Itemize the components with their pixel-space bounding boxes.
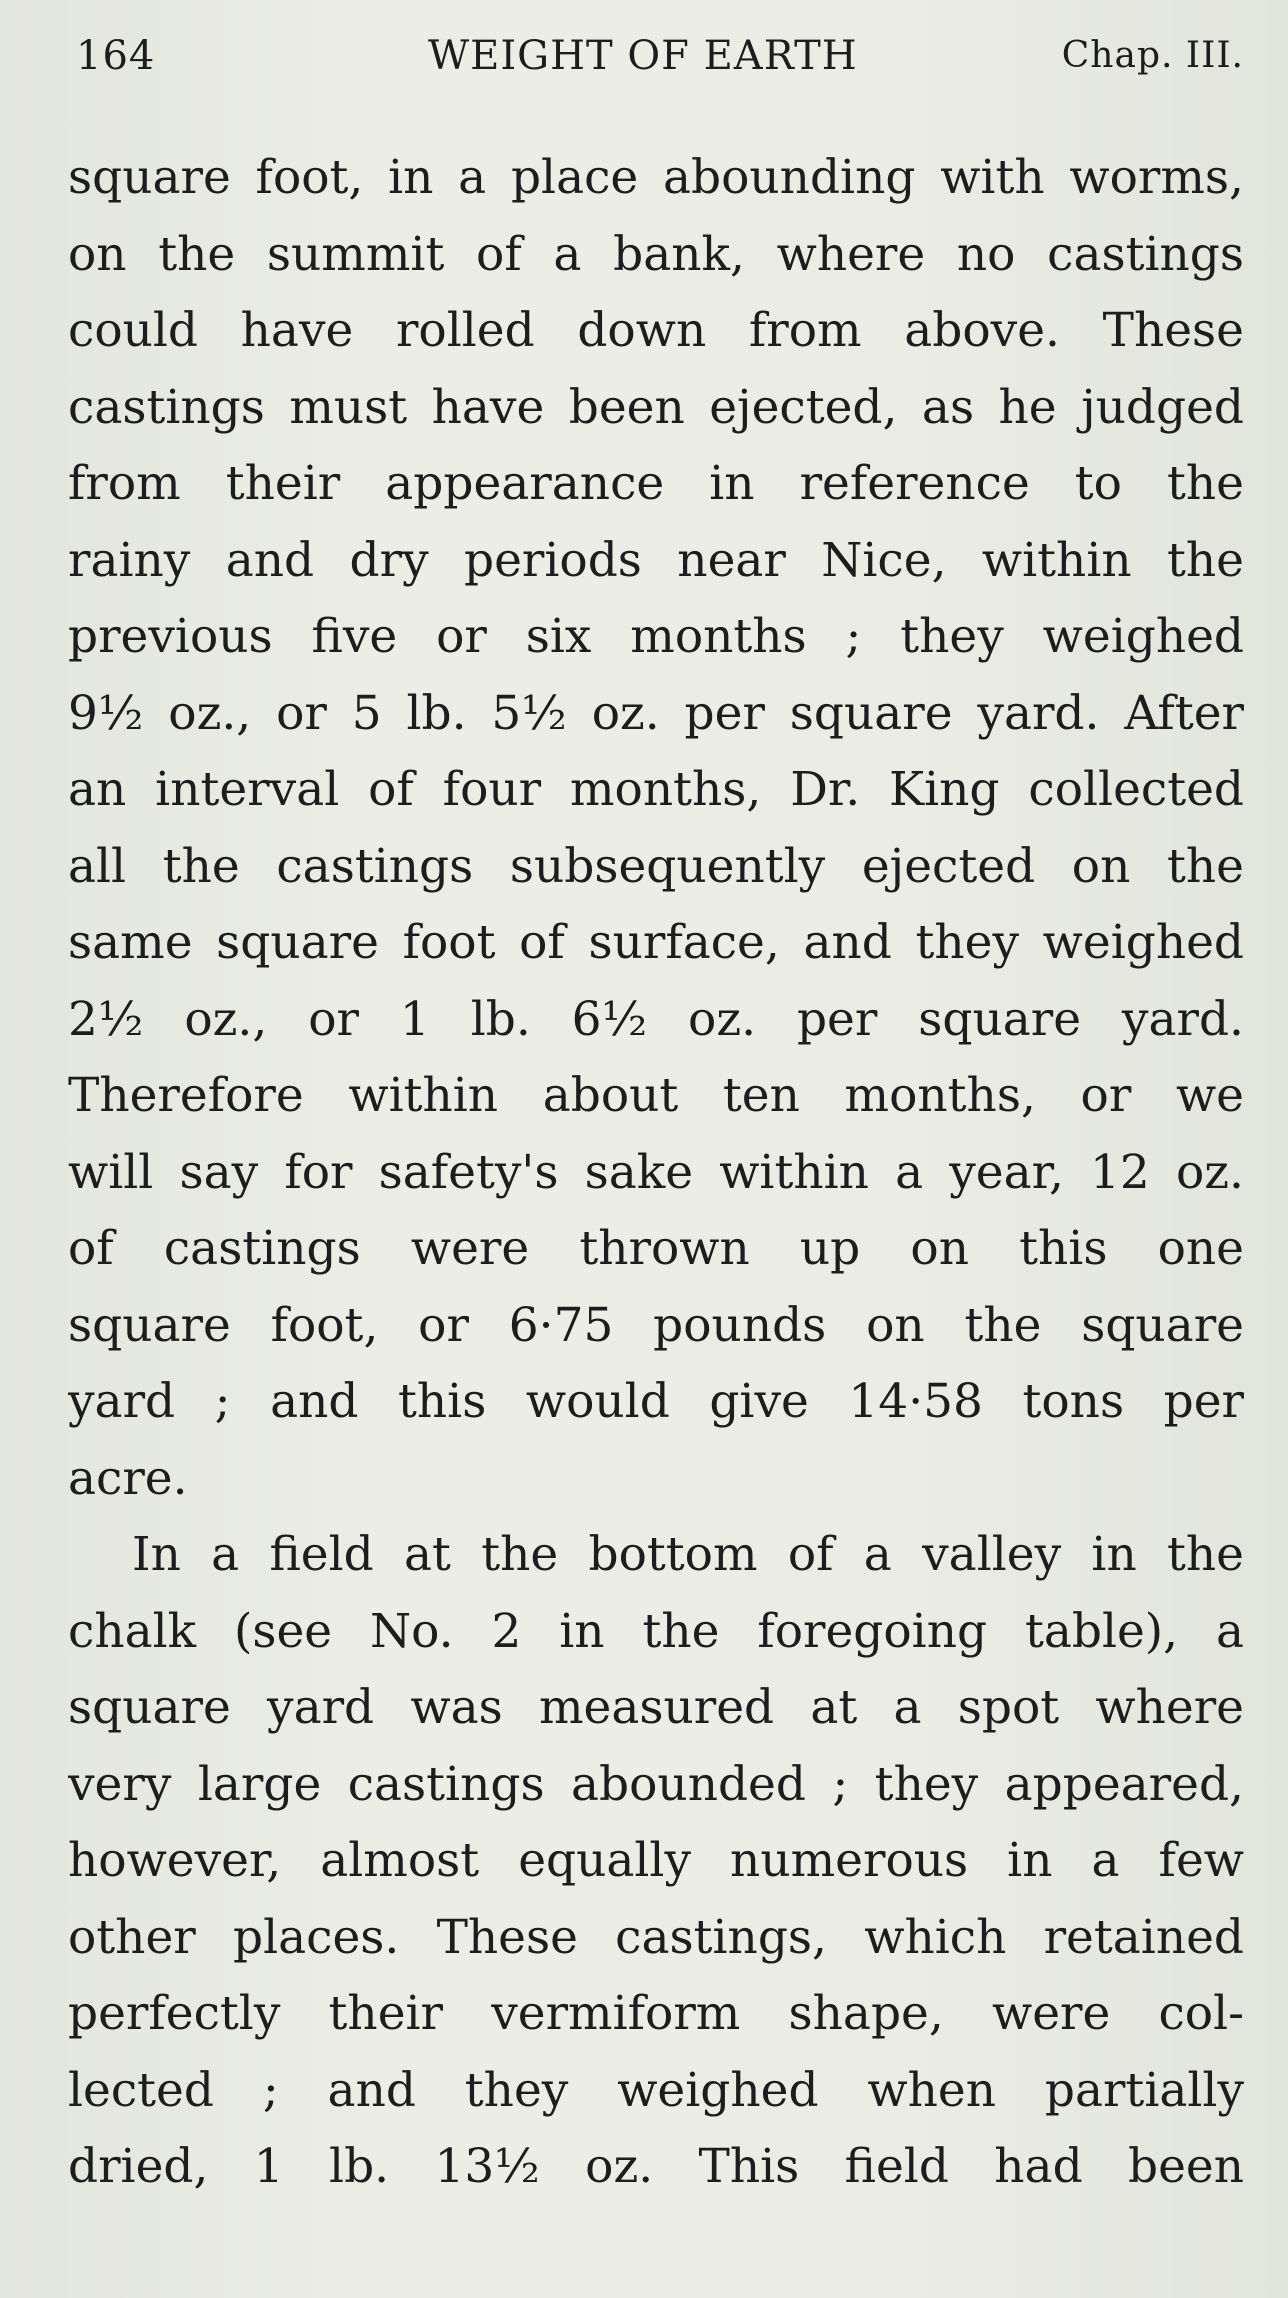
text-line: from their appearance in reference to the: [68, 456, 1244, 511]
chapter-label: Chap. III.: [1061, 35, 1244, 76]
book-page: [68, 30, 1244, 2270]
text-line: dried, 1 lb. 13½ oz. This field had been: [68, 2139, 1244, 2194]
text-line: castings must have been ejected, as he judged: [68, 379, 1244, 435]
text-line: perfectly their vermiform shape, were col-: [68, 1986, 1244, 2041]
body-text: [68, 140, 1244, 2206]
text-line: yard ; and this would give 14·58 tons per: [68, 1374, 1244, 1429]
text-line: 9½ oz., or 5 lb. 5½ oz. per square yard. After: [68, 685, 1244, 741]
paragraph-start-line: In a field at the bottom of a valley in the: [132, 1527, 1244, 1582]
text-line: square yard was measured at a spot where: [68, 1680, 1244, 1735]
running-title: WEIGHT OF EARTH: [428, 33, 858, 79]
text-line: could have rolled down from above. These: [68, 303, 1244, 358]
text-line: all the castings subsequently ejected on the: [68, 838, 1244, 894]
text-line: will say for safety's sake within a year, 12 oz.: [68, 1144, 1244, 1200]
text-line: rainy and dry periods near Nice, within the: [68, 532, 1244, 588]
text-line: square foot, in a place abounding with worms,: [68, 150, 1244, 205]
paragraph-end-line: acre.: [68, 1450, 188, 1506]
text-line: an interval of four months, Dr. King collected: [68, 762, 1244, 817]
text-line: Therefore within about ten months, or we: [68, 1068, 1244, 1123]
text-line: chalk (see No. 2 in the foregoing table), a: [68, 1603, 1244, 1659]
text-line: same square foot of surface, and they weighed: [68, 915, 1244, 970]
page-header: [68, 30, 1244, 90]
text-line: 2½ oz., or 1 lb. 6½ oz. per square yard.: [68, 991, 1244, 1047]
text-line: however, almost equally numerous in a few: [68, 1833, 1244, 1888]
text-line: very large castings abounded ; they appeared,: [68, 1756, 1244, 1812]
text-line: lected ; and they weighed when partially: [68, 2062, 1244, 2118]
text-line: of castings were thrown up on this one: [68, 1221, 1244, 1276]
text-line: on the summit of a bank, where no castings: [68, 226, 1244, 282]
text-line: other places. These castings, which retained: [68, 1909, 1244, 1965]
page-number: 164: [76, 33, 156, 79]
text-line: previous five or six months ; they weighed: [68, 609, 1244, 664]
text-line: square foot, or 6·75 pounds on the square: [68, 1297, 1244, 1353]
